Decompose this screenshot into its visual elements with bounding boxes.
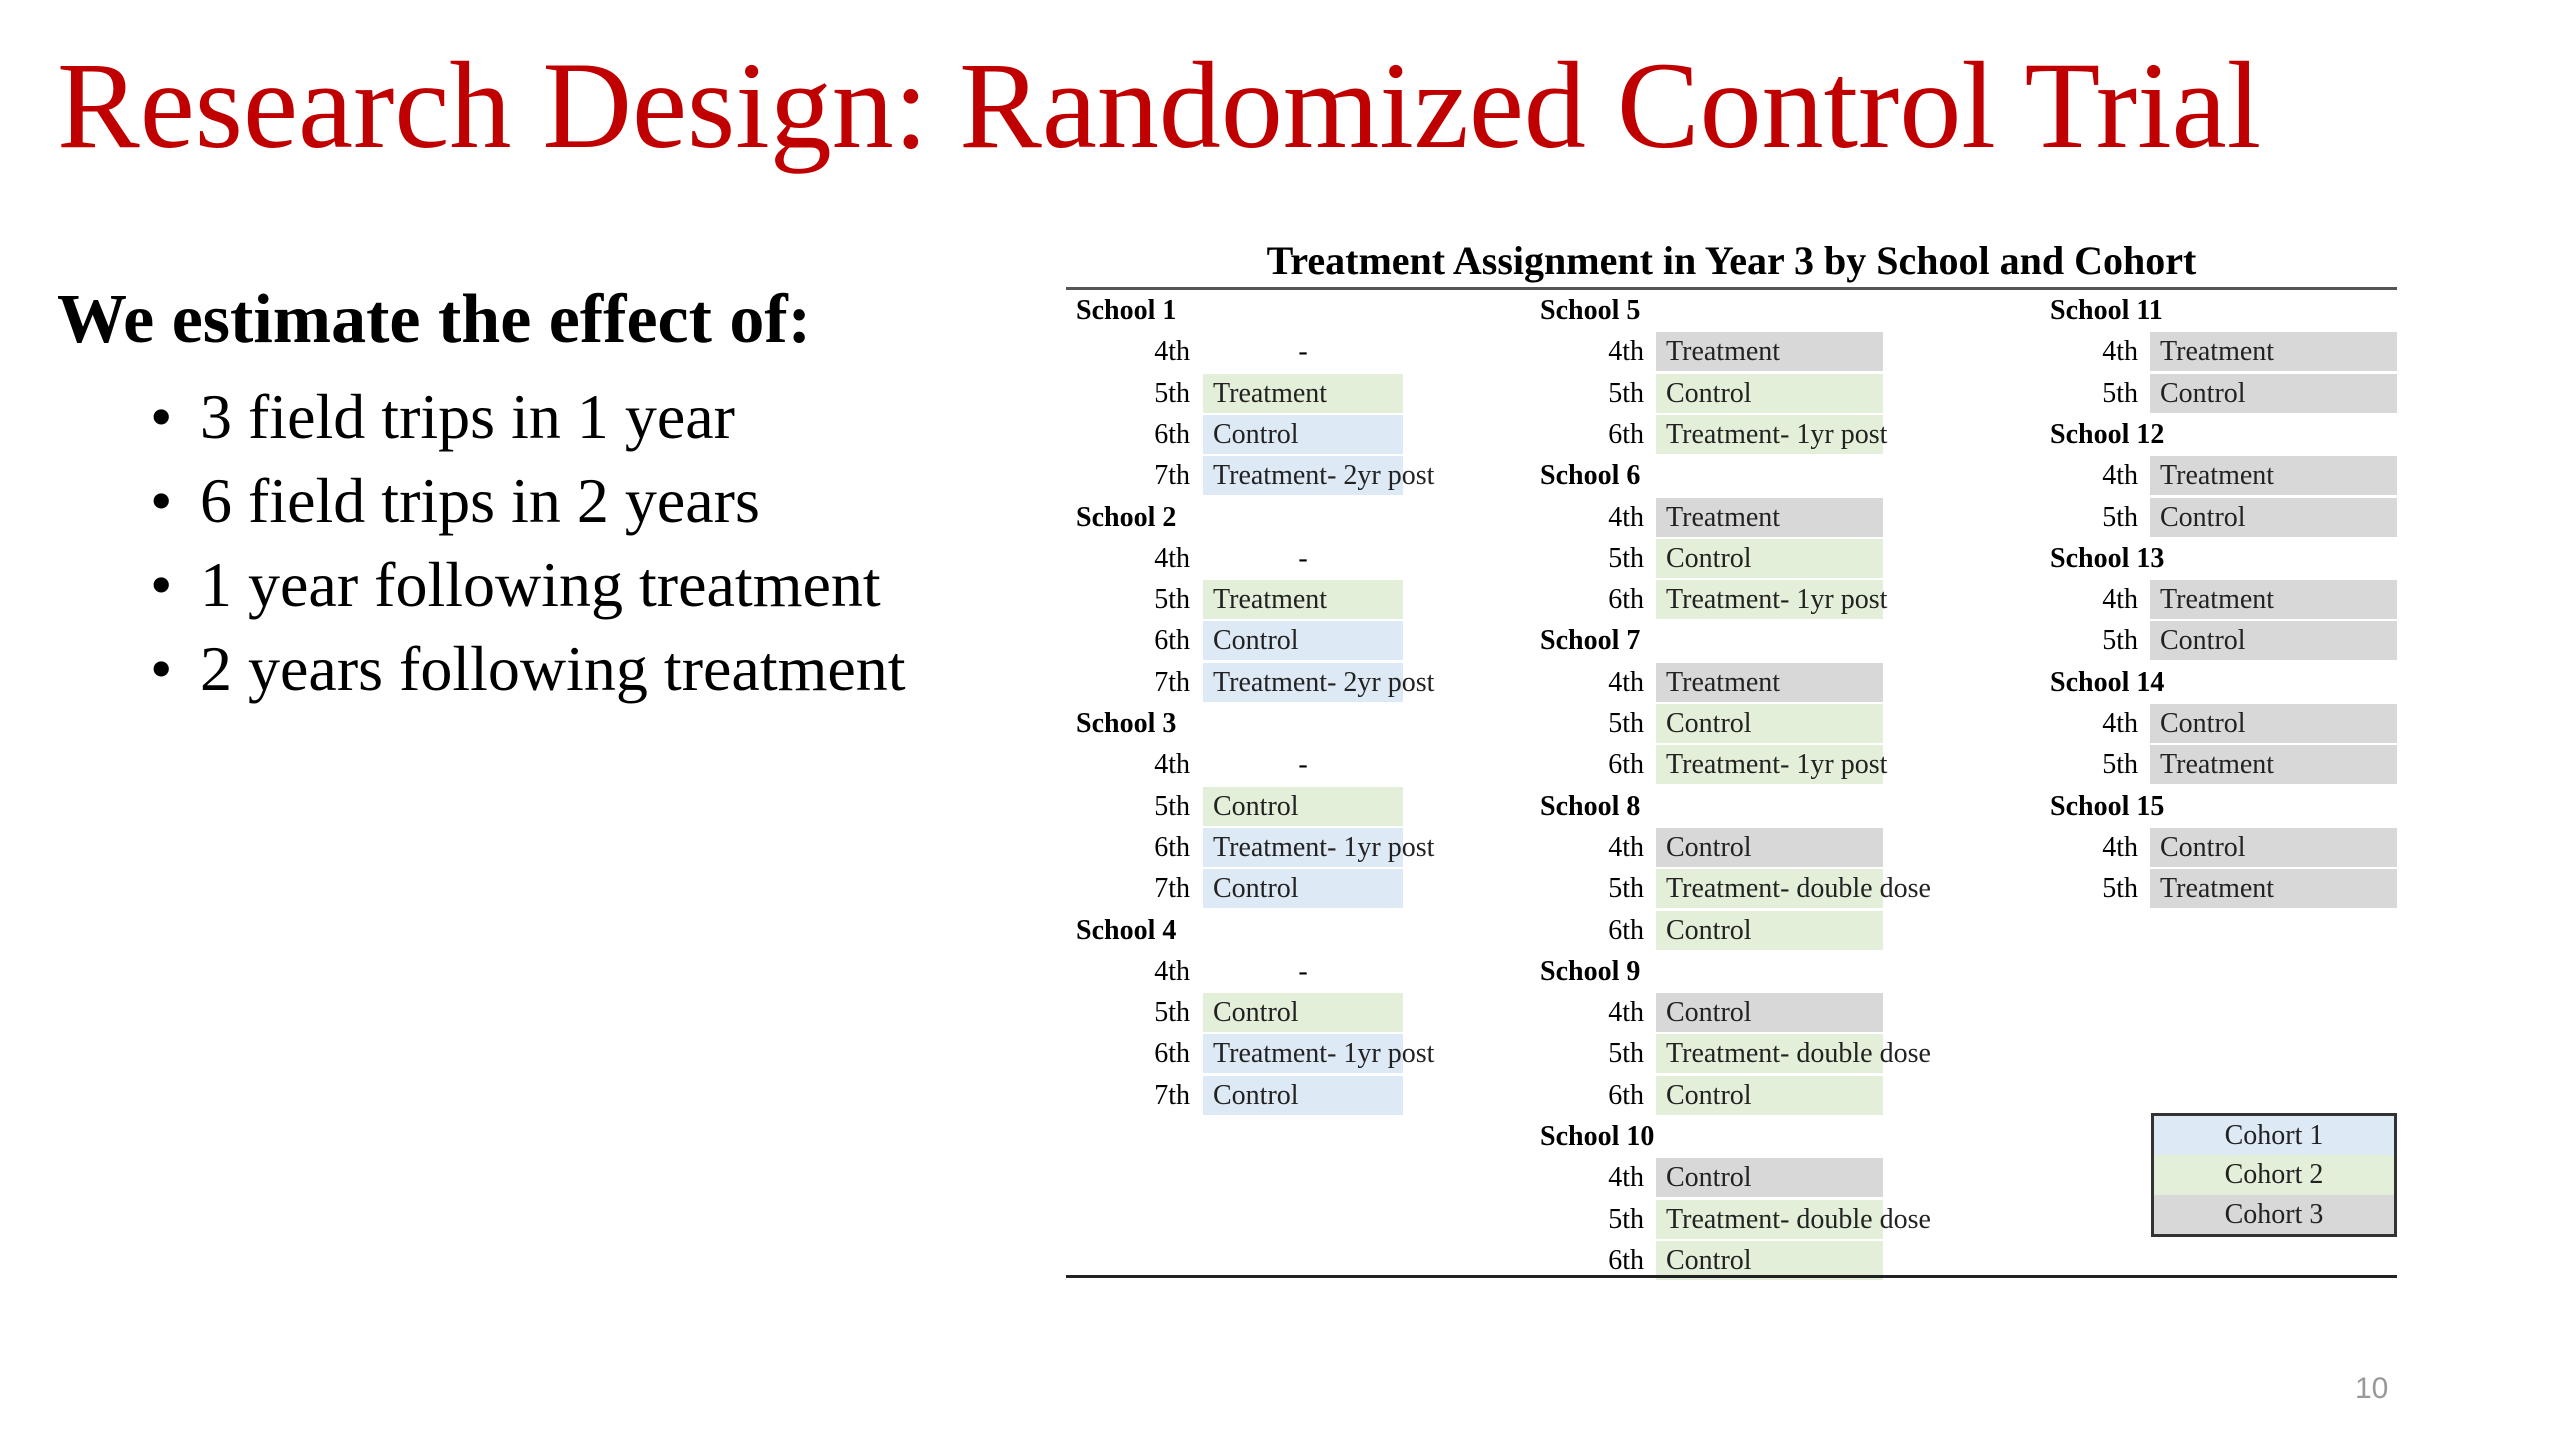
grade-label: 4th (1608, 336, 1644, 368)
grade-label: 4th (1608, 666, 1644, 698)
assignment-cell: Treatment (1656, 663, 1883, 702)
grade-label: 5th (2102, 501, 2138, 533)
empty-cell: - (1298, 336, 1308, 368)
grade-label: 4th (2102, 584, 2138, 616)
bullet-item: • 6 field trips in 2 years (150, 459, 906, 543)
intro-heading: We estimate the effect of: (57, 281, 812, 358)
grade-label: 6th (1608, 584, 1644, 616)
assignment-cell: Treatment (1656, 332, 1883, 371)
treatment-assignment-table (1066, 238, 2397, 1280)
school-header: School 8 (1540, 790, 1641, 822)
school-header: School 12 (2050, 418, 2165, 450)
bullet-item: • 2 years following treatment (150, 627, 906, 711)
assignment-cell: Treatment (1203, 374, 1403, 413)
school-header: School 9 (1540, 955, 1641, 987)
grade-label: 5th (1154, 997, 1190, 1029)
assignment-cell: Control (1203, 869, 1403, 908)
page-number: 10 (2355, 1372, 2389, 1405)
grade-label: 7th (1154, 873, 1190, 905)
assignment-cell: Control (1656, 1158, 1883, 1197)
assignment-cell: Treatment- 1yr post (1203, 828, 1403, 867)
grade-label: 5th (2102, 873, 2138, 905)
grade-label: 5th (1608, 708, 1644, 739)
table-title: Treatment Assignment in Year 3 by School and Cohort (1266, 238, 2197, 283)
grade-label: 6th (1608, 1079, 1644, 1111)
school-header: School 3 (1076, 708, 1177, 739)
grade-label: 4th (1608, 1162, 1644, 1194)
slide-title: Research Design: Randomized Control Trial (57, 37, 2262, 174)
assignment-cell: Treatment (1656, 498, 1883, 537)
grade-label: 5th (1154, 790, 1190, 822)
school-header: School 6 (1540, 460, 1641, 492)
grade-label: 4th (2102, 460, 2138, 492)
grade-label: 4th (1154, 749, 1190, 781)
school-header: School 13 (2050, 542, 2165, 574)
grade-label: 5th (1608, 873, 1644, 905)
grade-label: 6th (1608, 749, 1644, 781)
grade-label: 7th (1154, 1079, 1190, 1111)
school-header: School 5 (1540, 295, 1641, 326)
assignment-cell: Treatment (2150, 745, 2397, 784)
grade-label: 6th (1154, 625, 1190, 657)
school-header: School 7 (1540, 625, 1641, 657)
school-header: School 11 (2050, 295, 2163, 326)
grade-label: 7th (1154, 666, 1190, 698)
grade-label: 5th (1608, 1203, 1644, 1235)
school-header: School 1 (1076, 295, 1177, 326)
assignment-cell: Control (1656, 993, 1883, 1032)
assignment-cell: Control (2150, 498, 2397, 537)
school-header: School 10 (1540, 1121, 1655, 1152)
grade-label: 4th (1154, 336, 1190, 368)
assignment-cell: Treatment (1203, 580, 1403, 619)
table-top-rule (1066, 287, 2397, 290)
assignment-cell: Control (1656, 1241, 1883, 1280)
grade-label: 4th (1154, 542, 1190, 574)
grade-label: 5th (2102, 377, 2138, 409)
grade-label: 6th (1154, 418, 1190, 450)
assignment-cell: Control (1203, 621, 1403, 660)
school-header: School 14 (2050, 666, 2165, 698)
grade-label: 6th (1608, 418, 1644, 450)
assignment-cell: Control (1656, 828, 1883, 867)
grade-label: 4th (1608, 501, 1644, 533)
empty-cell: - (1298, 749, 1308, 781)
bullet-item: • 3 field trips in 1 year (150, 375, 906, 459)
grade-label: 5th (2102, 749, 2138, 781)
assignment-cell: Treatment- double dose (1656, 1034, 1883, 1073)
grade-label: 4th (1154, 955, 1190, 987)
assignment-cell: Treatment- 1yr post (1656, 415, 1883, 454)
grade-label: 5th (1154, 377, 1190, 409)
grade-label: 4th (1608, 831, 1644, 863)
assignment-cell: Control (1656, 539, 1883, 578)
legend-cohort-2: Cohort 2 (2154, 1155, 2394, 1194)
assignment-cell: Treatment- 2yr post (1203, 663, 1403, 702)
assignment-cell: Treatment (2150, 869, 2397, 908)
grade-label: 5th (1608, 377, 1644, 409)
grade-label: 5th (1608, 1038, 1644, 1070)
school-header: School 4 (1076, 914, 1177, 946)
assignment-cell: Control (1656, 374, 1883, 413)
assignment-cell: Treatment (2150, 332, 2397, 371)
assignment-cell: Control (2150, 704, 2397, 743)
cohort-legend (2151, 1113, 2397, 1237)
school-header: School 2 (1076, 501, 1177, 533)
assignment-cell: Control (1203, 993, 1403, 1032)
assignment-cell: Treatment- 2yr post (1203, 456, 1403, 495)
assignment-cell: Control (2150, 621, 2397, 660)
assignment-cell: Treatment (2150, 580, 2397, 619)
grade-label: 4th (2102, 708, 2138, 739)
assignment-cell: Treatment- double dose (1656, 869, 1883, 908)
assignment-cell: Control (1656, 704, 1883, 743)
grade-label: 6th (1608, 914, 1644, 946)
assignment-cell: Treatment- double dose (1656, 1200, 1883, 1239)
legend-cohort-3: Cohort 3 (2154, 1195, 2394, 1234)
grade-label: 5th (1154, 584, 1190, 616)
table-bottom-rule (1066, 1275, 2397, 1278)
grade-label: 4th (2102, 336, 2138, 368)
grade-label: 4th (2102, 831, 2138, 863)
assignment-cell: Control (2150, 374, 2397, 413)
bullet-list (150, 375, 906, 711)
assignment-cell: Treatment- 1yr post (1656, 745, 1883, 784)
grade-label: 6th (1154, 831, 1190, 863)
grade-label: 4th (1608, 997, 1644, 1029)
empty-cell: - (1298, 542, 1308, 574)
assignment-cell: Control (2150, 828, 2397, 867)
assignment-cell: Control (1656, 911, 1883, 950)
grade-label: 5th (2102, 625, 2138, 657)
assignment-cell: Control (1203, 1076, 1403, 1115)
empty-cell: - (1298, 955, 1308, 987)
assignment-cell: Treatment (2150, 456, 2397, 495)
grade-label: 7th (1154, 460, 1190, 492)
assignment-cell: Control (1656, 1076, 1883, 1115)
bullet-item: • 1 year following treatment (150, 543, 906, 627)
legend-cohort-1: Cohort 1 (2154, 1116, 2394, 1155)
assignment-cell: Control (1203, 787, 1403, 826)
assignment-cell: Treatment- 1yr post (1656, 580, 1883, 619)
assignment-cell: Treatment- 1yr post (1203, 1034, 1403, 1073)
assignment-cell: Control (1203, 415, 1403, 454)
grade-label: 5th (1608, 542, 1644, 574)
grade-label: 6th (1608, 1244, 1644, 1276)
school-header: School 15 (2050, 790, 2165, 822)
grade-label: 6th (1154, 1038, 1190, 1070)
